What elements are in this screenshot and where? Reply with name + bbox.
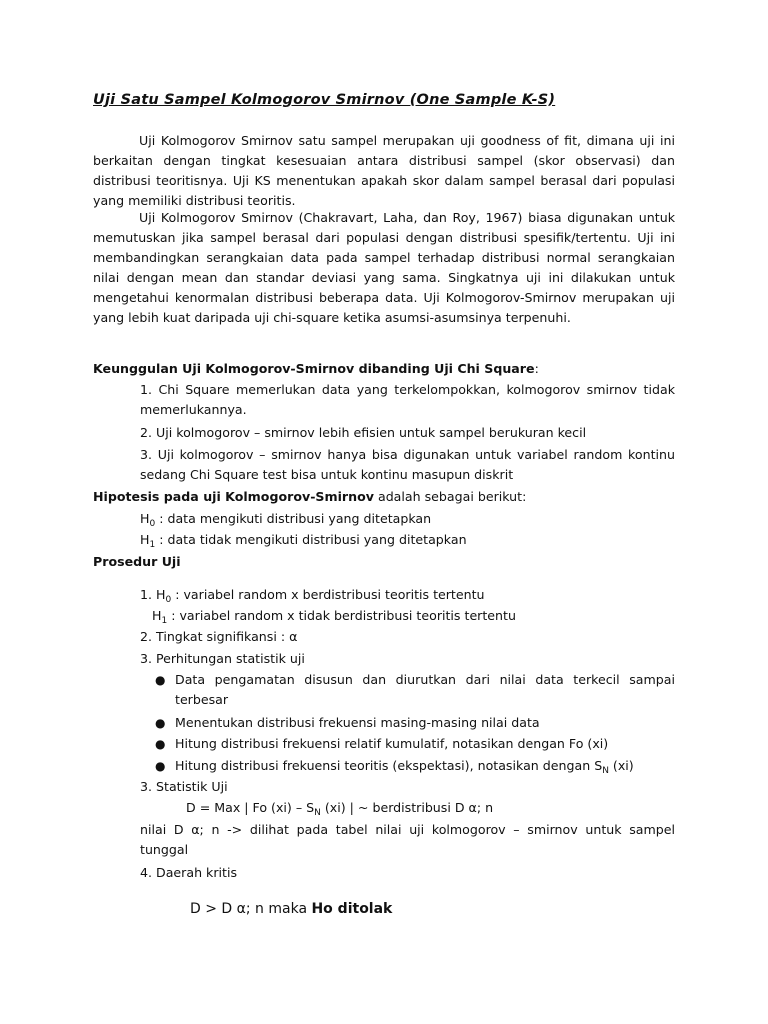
formula-line [186,798,493,818]
step1b-text: : variabel random x tidak berdistribusi teoritis tertentu [167,608,516,623]
prosedur-step-3: 3. Perhitungan statistik uji [140,651,305,666]
formula-subscript: N [314,808,321,818]
step1b-letter: H [152,608,162,623]
step1-subscript: 0 [165,595,172,605]
bullet-dot-icon: ● [155,716,166,730]
h0-subscript: 0 [149,519,156,529]
bullet-text-3: Hitung distribusi frekuensi relatif kumulatif, notasikan dengan Fo (xi) [175,736,609,751]
prosedur-step-3b: 3. Statistik Uji [140,779,228,794]
hipotesis-h1 [140,530,467,550]
bullet-dot-icon: ● [155,673,166,687]
keunggulan-item-2: 2. Uji kolmogorov – smirnov lebih efisien untuk sampel berukuran kecil [140,425,587,440]
step1b-subscript: 1 [161,616,168,626]
prosedur-step-1b [152,606,516,626]
keunggulan-heading-text: Keunggulan Uji Kolmogorov-Smirnov dibanding Uji Chi Square [93,361,535,376]
hipotesis-suffix: adalah sebagai berikut: [373,489,527,504]
bullet4-end: (xi) [608,758,634,773]
bullet-text-1: Data pengamatan disusun dan diurutkan dari nilai data terkecil sampai terbesar [175,672,675,707]
intro-paragraph-1: Uji Kolmogorov Smirnov satu sampel merupakan uji goodness of fit, dimana uji ini berkaitan dengan tingkat kesesuaian antara distribusi sampel (skor observasi) dan distribusi teoritisnya. Uji KS menentukan apakah skor dalam sampel berasal dari populasi yang memiliki distribusi teoritis. [93,133,675,208]
daerah-kritis-rule [190,899,392,919]
keunggulan-colon: : [534,361,539,376]
step1-text: : variabel random x berdistribusi teoritis tertentu [171,587,485,602]
bullet4-subscript: N [602,766,609,776]
keunggulan-item-3: 3. Uji kolmogorov – smirnov hanya bisa digunakan untuk variabel random kontinu sedang Chi Square test bisa untuk kontinu masupun diskrit [140,447,675,482]
kritis-part-b: Ho ditolak [311,901,393,917]
intro-paragraph-2: Uji Kolmogorov Smirnov (Chakravart, Laha, dan Roy, 1967) biasa digunakan untuk memutuskan jika sampel berasal dari populasi dengan distribusi spesifik/tertentu. Uji ini membandingkan serangkaian data pada sampel terhadap distribusi normal serangkaian nilai dengan mean dan standar deviasi yang sama. Singkatnya uji ini dilakukan untuk mengetahui kenormalan distribusi beberapa data. Uji Kolmogorov-Smirnov merupakan uji yang lebih kuat daripada uji chi-square ketika asumsi-asumsinya terpenuhi. [93,210,675,325]
prosedur-heading: Prosedur Uji [93,554,181,569]
prosedur-step-2: 2. Tingkat signifikansi : α [140,629,298,644]
bullet-dot-icon: ● [155,737,166,751]
bullet-text-2: Menentukan distribusi frekuensi masing-masing nilai data [175,715,540,730]
h1-text: : data tidak mengikuti distribusi yang ditetapkan [155,532,467,547]
bullet-item-1 [155,670,675,710]
hipotesis-h0 [140,509,431,529]
hipotesis-heading [93,487,526,507]
bullet-dot-icon: ● [155,759,166,773]
bullet-text-4 [175,756,675,776]
kritis-part-a: D > D α; n maka [190,901,312,917]
keunggulan-item-1: 1. Chi Square memerlukan data yang terkelompokkan, kolmogorov smirnov tidak memerlukannya. [140,382,675,417]
formula-part-b: (xi) | ~ berdistribusi D α; n [320,800,494,815]
h1-letter: H [140,532,150,547]
prosedur-step-1 [140,585,485,605]
bullet-item-2 [155,713,675,733]
h1-subscript: 1 [149,540,156,550]
nilai-text: nilai D α; n -> dilihat pada tabel nilai uji kolmogorov – smirnov untuk sampel tunggal [140,822,675,857]
hipotesis-heading-text: Hipotesis pada uji Kolmogorov-Smirnov [93,489,374,504]
bullet-item-3 [155,734,675,754]
step1-prefix: 1. H [140,587,166,602]
bullet-item-4 [155,756,675,776]
document-title: Uji Satu Sampel Kolmogorov Smirnov (One Sample K-S) [93,92,556,108]
bullet4-text: Hitung distribusi frekuensi teoritis (ekspektasi), notasikan dengan S [175,758,603,773]
formula-part-a: D = Max | Fo (xi) – S [186,800,315,815]
keunggulan-heading [93,359,539,379]
h0-text: : data mengikuti distribusi yang ditetapkan [155,511,432,526]
h0-letter: H [140,511,150,526]
prosedur-step-4: 4. Daerah kritis [140,865,238,880]
